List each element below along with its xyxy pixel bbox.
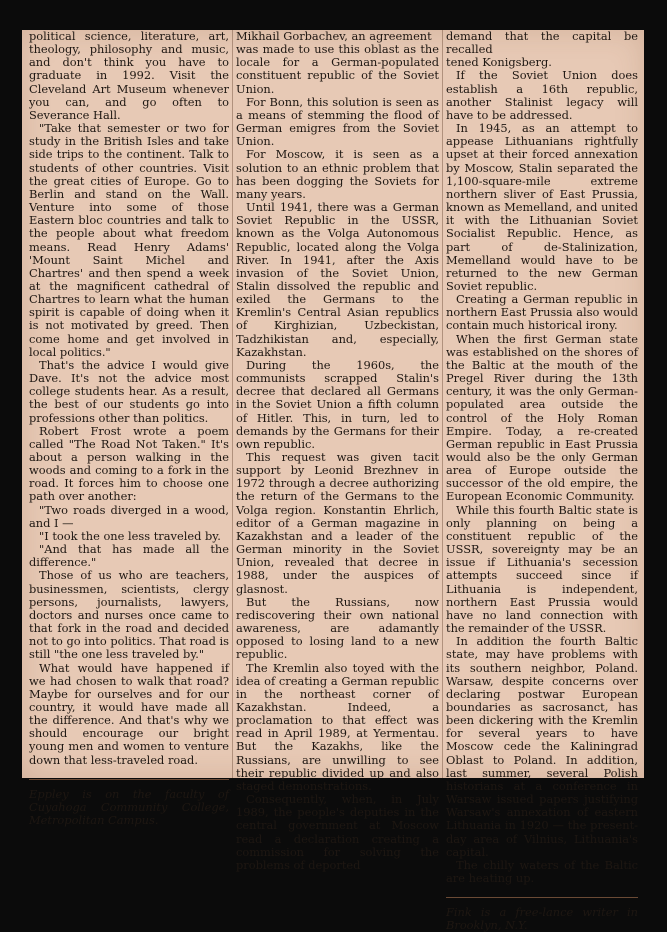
column-3 [446,30,638,932]
paragraph: Those of us who are teachers, businessmen, scientists, clergy persons, journalists, lawyers, doctors and nurses once came to that fork in the road and decided not to go into politics. That road is still "the one less traveled by." [29,568,229,662]
column-1 [29,30,229,827]
poem-line: "And that has made all the difference." [29,542,229,570]
paragraph: tened Konigsberg. [446,55,552,70]
paragraph: But the Russians, now rediscovering their own national awareness, are adamantly opposed to losing land to a new republic. [236,594,439,662]
paragraph: In 1945, as an attempt to appease Lithuanians rightfully upset at their forced annexation by Moscow, Stalin separated the 1,100-square-mile extreme northern sliver of East Prussia, known as Memelland, and united it with the Lithuanian Soviet Socialist Republic. Hence, as part of de-Stalinization, Memelland would have to be returned to the new German Soviet republic. [446,121,638,293]
column-rule [442,30,443,778]
column-2 [236,30,439,872]
paragraph: What would have happened if we had chosen to walk that road? Maybe for ourselves and for our country, it would have made all the difference. And that's why we should encourage our bright young men and women to venture down that less-traveled road. [29,660,229,767]
paragraph: Until 1941, there was a German Soviet Republic in the USSR, known as the Volga Autonomous Republic, located along the Volga River. In 1941, after the Axis invasion of the Soviet Union, Stalin dissolved the republic and exiled the Germans to the Kremlin's Central Asian republics of Kirghizian, Uzbeckistan, Tadzhikistan and, especially, Kazakhstan. [236,200,439,359]
paragraph: The chilly waters of the Baltic are heating up. [446,857,638,885]
column-rule [232,30,233,778]
poem-line: "Two roads diverged in a wood, and I — [29,502,229,530]
paragraph: This request was given tacit support by Leonid Brezhnev in 1972 through a decree authorizing the return of the Germans to the Volga region. Konstantin Ehrlich, editor of a German magazine in Kazakhstan and a leader of the German minority in the Soviet Union, revealed that decree in 1988, under the auspices of glasnost. [236,450,439,596]
cut-line: Mikhail Gorbachev, an agreement [236,29,432,43]
paragraph: While this fourth Baltic state is only planning on being a constituent republic of the USSR, sovereignty may be an issue if Lithuania's secession attempts succeed since if Lithuania is independent, northern East Prussia would have no land connection with the remainder of the USSR. [446,502,638,636]
paragraph: political science, literature, art, theology, philosophy and music, and don't think you have to graduate in 1992. Visit the Cleveland Art Museum whenever you can, and go often to Severance Hall. [29,29,229,122]
paragraph: For Bonn, this solution is seen as a means of stemming the flood of German emigres from the Soviet Union. [236,94,439,149]
author-bio-fink: Fink is a free-lance writer in Brooklyn, N.Y. [446,897,638,932]
paragraph: That's the advice I would give Dave. It's not the advice most college students hear. As a result, the best of our students go into professions other than politics. [29,357,229,425]
newspaper-clipping [22,29,644,932]
paragraph: The Kremlin also toyed with the idea of creating a German republic in the northeast corner of Kazakhstan. Indeed, a proclamation to that effect was read in April 1989, at Yermentau. But the Kazakhs, like the Russians, are unwilling to see their republic divided up and also staged demonstrations. [236,660,439,793]
paragraph: Consequently, when, in July 1989, the people's deputies in the central government at Moscow read a declaration creating a commission for solving the problems of deported [236,792,439,872]
poem-line: "I took the one less traveled by. [39,528,221,543]
cut-line: demand that the capital be recalled [446,29,638,57]
paragraph: Robert Frost wrote a poem called "The Road Not Taken." It's about a person walking in the woods and coming to a fork in the road. It forces him to choose one path over another: [29,423,229,504]
author-bio-eppley: Eppley is on the faculty of Cuyahoga Community College, Metropolitan Campus. [29,779,229,827]
paragraph: In addition the fourth Baltic state, may have problems with its southern neighbor, Poland. Warsaw, despite concerns over declaring postwar European boundaries as sacrosanct, has been dickering with the Kremlin for several years to have Moscow cede the Kaliningrad Oblast to Poland. In addition, last summer, several Polish historians at a conference in Warsaw issued papers justifying Warsaw's annexation of eastern Lithuania in 1920 — the present-day area of Vilnius, Lithuania's capital. [446,634,638,859]
paragraph: If the Soviet Union does establish a 16th republic, another Stalinist legacy will have to be addressed. [446,68,638,122]
paragraph: "Take that semester or two for study in the British Isles and take side trips to the continent. Talk to students of other countries. Visit the great cities of Europe. Go to Berlin and stand on the Wall. Venture into some of those Eastern bloc countries and talk to the people about what freedom means. Read Henry Adams' 'Mount Saint Michel and Chartres' and then spend a week at the magnificent cathedral of Chartres to learn what the human spirit is capable of doing when it is not motivated by greed. Then come home and get involved in local politics." [29,121,229,359]
paragraph: During the 1960s, the communists scrapped Stalin's decree that declared all Germans in the Soviet Union a fifth column of Hitler. This, in turn, led to demands by the Germans for their own republic. [236,357,439,451]
paragraph: For Moscow, it is seen as a solution to an ethnic problem that has been dogging the Soviets for many years. [236,147,439,201]
paragraph: was made to use this oblast as the locale for a German-populated constituent republic of the Soviet Union. [236,42,439,96]
paragraph: When the first German state was established on the shores of the Baltic at the mouth of the Pregel River during the 13th century, it was the only German-populated area outside the control of the Holy Roman Empire. Today, a re-created German republic in East Prussia would also be the only German area of Europe outside the successor of the old empire, the European Economic Community. [446,331,638,504]
paragraph: Creating a German republic in northern East Prussia also would contain much historical irony. [446,292,638,333]
